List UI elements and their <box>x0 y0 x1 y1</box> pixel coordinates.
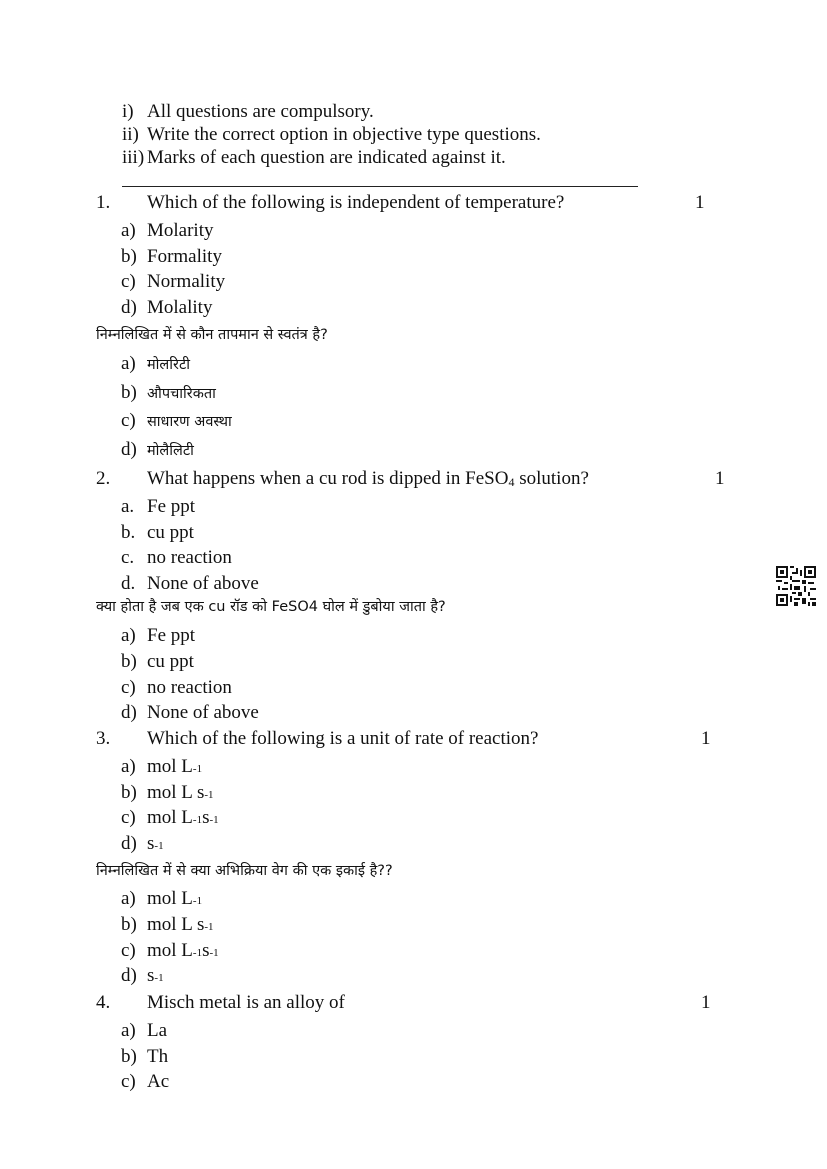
option-label: b) <box>121 913 137 935</box>
option-label: c. <box>121 547 135 569</box>
subscript: 4 <box>508 475 515 489</box>
question-marks: 1 <box>701 728 711 749</box>
option-text: cu ppt <box>147 521 194 543</box>
option-text: Molarity <box>147 220 214 241</box>
question-number: 4. <box>96 992 111 1013</box>
question-text: What happens when a cu rod is dipped in FeSO$_4$ solution? <box>147 468 589 489</box>
option-text: None of above <box>147 702 259 724</box>
question-text: Misch metal is an alloy of <box>147 992 345 1013</box>
instruction-text: Marks of each question are indicated against it. <box>147 147 506 168</box>
instruction-item <box>122 123 541 146</box>
option-label: b) <box>121 650 137 672</box>
option-label: a) <box>121 756 136 777</box>
option-label: c) <box>121 807 136 829</box>
question-marks: 1 <box>701 992 711 1013</box>
option-item <box>121 700 755 726</box>
option-label: c) <box>121 676 136 698</box>
instruction-number: iii) <box>122 147 145 168</box>
question-1 <box>96 192 735 464</box>
question-marks: 1 <box>695 192 705 213</box>
option-text: औपचारिकता <box>147 385 216 402</box>
option-item: c) mol L -1 s -1 <box>121 938 741 964</box>
option-item <box>121 649 755 675</box>
option-item <box>121 218 735 244</box>
option-label: b) <box>121 781 137 803</box>
option-label: b) <box>121 381 137 403</box>
hindi-option-item <box>121 436 735 465</box>
option-text: Fe ppt <box>147 625 196 647</box>
option-text: no reaction <box>147 547 232 569</box>
instruction-item <box>122 100 541 123</box>
option-label: a) <box>121 625 136 647</box>
option-item <box>121 545 755 571</box>
option-text: Ac <box>147 1071 170 1093</box>
option-text: Fe ppt <box>147 496 196 517</box>
question-number: 2. <box>96 468 111 489</box>
hindi-option-item <box>121 407 735 436</box>
option-item <box>121 1044 741 1070</box>
option-label: d) <box>121 832 137 854</box>
option-label: c) <box>121 939 136 961</box>
option-label: a) <box>121 220 136 241</box>
option-label: a) <box>121 353 136 375</box>
option-label: c) <box>121 271 136 293</box>
instruction-text: All questions are compulsory. <box>147 101 374 122</box>
instructions-list <box>122 100 541 169</box>
instruction-text: Write the correct option in objective type questions. <box>147 124 541 145</box>
instruction-number: ii) <box>122 124 139 145</box>
option-text: None of above <box>147 572 259 594</box>
option-text: Molality <box>147 296 213 318</box>
option-label: b) <box>121 1045 137 1067</box>
option-item: a) mol L -1 <box>121 754 741 780</box>
option-label: a) <box>121 888 136 910</box>
option-item: a) mol L -1 <box>121 886 741 912</box>
option-label: d) <box>121 702 137 724</box>
option-label: d. <box>121 572 136 594</box>
option-text: no reaction <box>147 676 232 698</box>
instruction-number: i) <box>122 101 134 122</box>
question-3 <box>96 728 741 989</box>
option-label: a) <box>121 1020 136 1041</box>
option-text: मोलैलिटी <box>147 442 194 459</box>
question-text: Which of the following is independent of temperature? <box>147 192 565 213</box>
hindi-question-text: निम्नलिखित में से कौन तापमान से स्वतंत्र है? <box>96 327 328 344</box>
option-label: b) <box>121 245 137 267</box>
option-item <box>121 571 755 597</box>
hindi-option-item <box>121 350 735 379</box>
option-item <box>121 675 755 701</box>
option-label: b. <box>121 521 136 543</box>
option-item: b) mol L s -1 <box>121 912 741 938</box>
option-text: Normality <box>147 271 226 293</box>
qr-code-icon <box>776 566 816 606</box>
option-item: c) mol L -1 s -1 <box>121 805 741 831</box>
option-text: Formality <box>147 245 222 267</box>
instruction-item <box>122 146 541 169</box>
option-item <box>121 295 735 321</box>
option-item <box>121 1018 741 1044</box>
question-marks: 1 <box>715 468 725 489</box>
option-item <box>121 1069 741 1095</box>
question-number: 3. <box>96 728 111 749</box>
option-text: Th <box>147 1045 169 1067</box>
question-text: Which of the following is a unit of rate of reaction? <box>147 728 539 749</box>
option-text: cu ppt <box>147 650 194 672</box>
option-item: d) s -1 <box>121 831 741 857</box>
option-label: d) <box>121 296 137 318</box>
option-text: La <box>147 1020 168 1041</box>
question-4 <box>96 992 741 1095</box>
option-label: a. <box>121 496 135 517</box>
option-label: d) <box>121 438 137 460</box>
hindi-question-text: क्या होता है जब एक cu रॉड को FeSO4 घोल में डुबोया जाता है? <box>96 599 446 616</box>
option-label: c) <box>121 1071 136 1093</box>
question-number: 1. <box>96 192 111 213</box>
option-item <box>121 494 755 520</box>
option-item <box>121 244 735 270</box>
option-text: साधारण अवस्था <box>147 414 232 431</box>
option-item <box>121 520 755 546</box>
hindi-question-text: निम्नलिखित में से क्या अभिक्रिया वेग की एक इकाई है?? <box>96 863 393 880</box>
hindi-option-item <box>121 379 735 408</box>
option-label: d) <box>121 965 137 987</box>
option-item: d) s -1 <box>121 963 741 989</box>
question-2 <box>96 468 755 726</box>
option-text: मोलरिटी <box>147 357 191 374</box>
option-label: c) <box>121 410 136 432</box>
option-item: b) mol L s -1 <box>121 780 741 806</box>
option-item <box>121 269 735 295</box>
option-item <box>121 623 755 649</box>
separator-line <box>122 186 638 187</box>
